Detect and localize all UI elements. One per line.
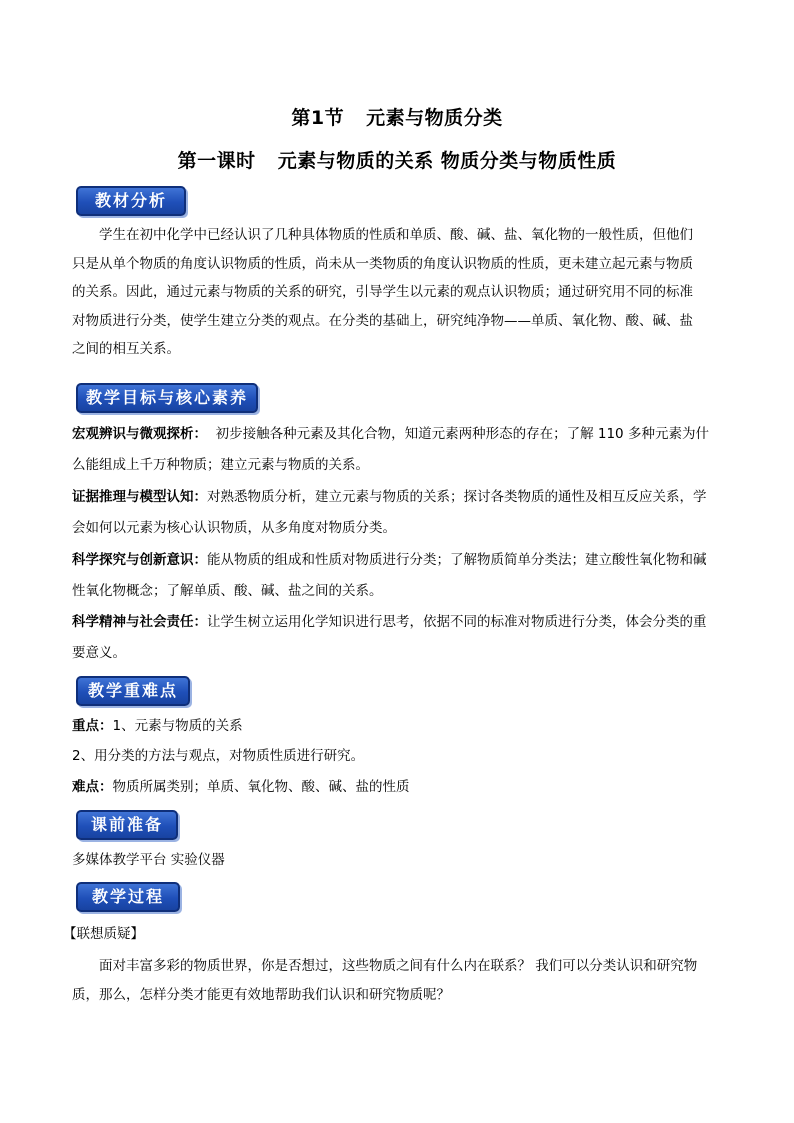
preparation-text: 多媒体教学平台 实验仪器	[72, 852, 225, 868]
objective-label: 科学精神与社会责任：	[72, 614, 207, 630]
objective-3-line-1: 科学探究与创新意识：能从物质的组成和性质对物质进行分类；了解物质简单分类法；建立酸性氧化物和碱	[72, 552, 707, 568]
objective-label: 宏观辨识与微观探析：	[72, 426, 207, 442]
lesson-name: 元素与物质的关系 物质分类与物质性质	[277, 150, 617, 172]
badge-objectives: 教学目标与核心素养	[76, 383, 258, 413]
process-line: 面对丰富多彩的物质世界，你是否想过，这些物质之间有什么内在联系？ 我们可以分类认识和研究物	[99, 958, 698, 974]
badge-preparation: 课前准备	[76, 810, 178, 840]
lesson-number: 第一课时	[177, 150, 256, 172]
focus-label: 重点：	[72, 718, 113, 734]
badge-teaching-process: 教学过程	[76, 882, 180, 912]
objective-4-line-1: 科学精神与社会责任：让学生树立运用化学知识进行思考，依据不同的标准对物质进行分类，体会分类的重	[72, 614, 707, 630]
objective-4-line-2: 要意义。	[72, 645, 126, 661]
process-paragraph	[72, 952, 724, 1009]
section-title	[0, 103, 794, 130]
badge-textbook-analysis: 教材分析	[76, 186, 186, 216]
lesson-title	[0, 146, 794, 173]
objective-3-line-2: 性氧化物概念；了解单质、酸、碱、盐之间的关系。	[72, 583, 383, 599]
focus-line-2: 2、用分类的方法与观点，对物质性质进行研究。	[72, 748, 365, 764]
analysis-paragraph	[72, 221, 724, 364]
analysis-line: 之间的相互关系。	[72, 341, 180, 357]
section-name: 元素与物质分类	[366, 107, 503, 129]
badge-key-points: 教学重难点	[76, 676, 190, 706]
difficulty-line: 难点：物质所属类别；单质、氧化物、酸、碱、盐的性质	[72, 779, 410, 795]
analysis-line: 的关系。因此，通过元素与物质的关系的研究，引导学生以元素的观点认识物质；通过研究用不同的标准	[72, 284, 693, 300]
focus-line-1: 重点：1、元素与物质的关系	[72, 718, 243, 734]
objective-2-line-2: 会如何以元素为核心认识物质，从多角度对物质分类。	[72, 520, 396, 536]
analysis-line: 对物质进行分类，使学生建立分类的观点。在分类的基础上，研究纯净物——单质、氧化物、酸、碱、盐	[72, 312, 693, 329]
objective-label: 科学探究与创新意识：	[72, 552, 207, 568]
process-subheading: 【联想质疑】	[63, 926, 144, 942]
objective-1-line-1: 宏观辨识与微观探析： 初步接触各种元素及其化合物，知道元素两种形态的存在；了解 110 多种元素为什	[72, 426, 709, 442]
analysis-line: 只是从单个物质的角度认识物质的性质，尚未从一类物质的角度认识物质的性质，更未建立起元素与物质	[72, 255, 693, 272]
analysis-line: 学生在初中化学中已经认识了几种具体物质的性质和单质、酸、碱、盐、氧化物的一般性质，但他们	[99, 227, 693, 243]
objective-label: 证据推理与模型认知：	[72, 489, 207, 505]
process-line: 质，那么，怎样分类才能更有效地帮助我们认识和研究物质呢？	[72, 986, 450, 1003]
difficulty-label: 难点：	[72, 779, 113, 795]
objective-1-line-2: 么能组成上千万种物质；建立元素与物质的关系。	[72, 457, 369, 473]
objective-2-line-1: 证据推理与模型认知：对熟悉物质分析，建立元素与物质的关系；探讨各类物质的通性及相互反应关系，学	[72, 489, 707, 505]
section-number: 第1节	[291, 107, 345, 129]
